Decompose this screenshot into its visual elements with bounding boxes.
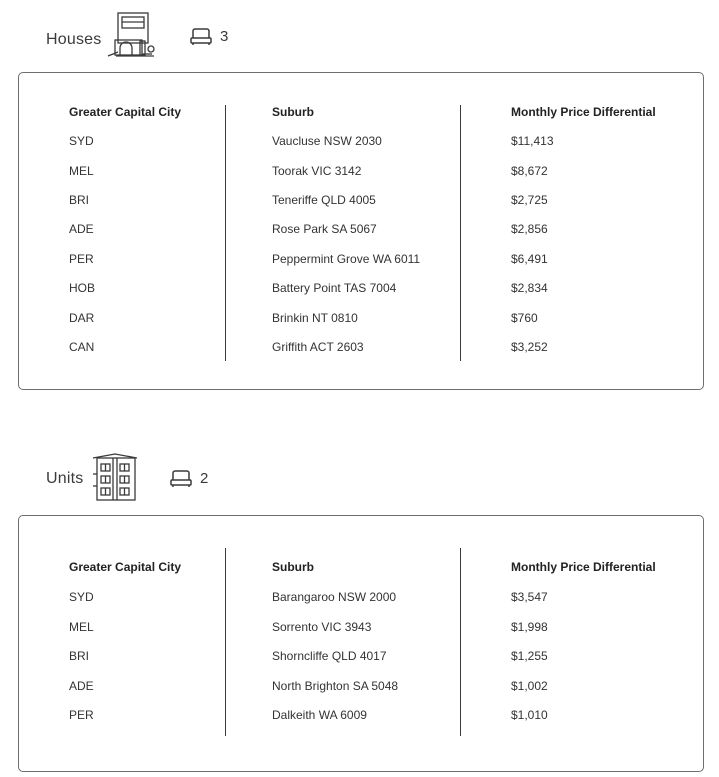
table-cell-price: $3,252 [511,340,548,354]
column-header-price: Monthly Price Differential [511,105,656,119]
table-cell-city: SYD [69,590,94,604]
table-cell-suburb: Teneriffe QLD 4005 [272,193,376,207]
bed-icon [189,27,213,47]
table-cell-price: $11,413 [511,134,554,148]
table-cell-suburb: Battery Point TAS 7004 [272,281,397,295]
table-cell-suburb: Shorncliffe QLD 4017 [272,649,387,663]
house-garage-icon [106,10,158,60]
table-cell-suburb: Rose Park SA 5067 [272,222,377,236]
table-cell-suburb: Vaucluse NSW 2030 [272,134,382,148]
table-cell-city: MEL [69,164,94,178]
table-cell-city: PER [69,252,94,266]
table-cell-price: $760 [511,311,538,325]
table-cell-price: $2,834 [511,281,548,295]
column-divider [225,548,226,736]
bed-icon [169,469,193,489]
table-cell-suburb: Brinkin NT 0810 [272,311,358,325]
column-divider [460,105,461,361]
table-cell-city: CAN [69,340,95,354]
column-divider [225,105,226,361]
column-divider [460,548,461,736]
table-cell-city: DAR [69,311,95,325]
table-cell-price: $6,491 [511,252,548,266]
table-cell-suburb: North Brighton SA 5048 [272,679,399,693]
table-cell-price: $2,725 [511,193,548,207]
table-cell-city: ADE [69,222,94,236]
units-bedroom-count: 2 [200,470,209,487]
units-table [18,515,704,772]
table-cell-suburb: Dalkeith WA 6009 [272,708,367,722]
houses-bedroom-count: 3 [220,28,229,45]
table-cell-city: BRI [69,649,90,663]
table-cell-suburb: Griffith ACT 2603 [272,340,364,354]
table-cell-city: SYD [69,134,94,148]
table-cell-suburb: Barangaroo NSW 2000 [272,590,397,604]
column-header-suburb: Suburb [272,105,314,119]
table-cell-price: $3,547 [511,590,548,604]
table-cell-city: MEL [69,620,94,634]
table-cell-suburb: Peppermint Grove WA 6011 [272,252,421,266]
apartment-building-icon [89,452,141,502]
table-cell-suburb: Sorrento VIC 3943 [272,620,372,634]
houses-header [0,0,719,60]
table-cell-price: $1,255 [511,649,548,663]
table-cell-price: $8,672 [511,164,548,178]
table-cell-city: BRI [69,193,90,207]
table-cell-price: $1,002 [511,679,548,693]
table-cell-price: $1,010 [511,708,548,722]
houses-title: Houses [46,31,102,48]
table-cell-suburb: Toorak VIC 3142 [272,164,362,178]
table-cell-city: HOB [69,281,96,295]
column-header-price: Monthly Price Differential [511,560,656,574]
column-header-city: Greater Capital City [69,105,182,119]
table-cell-city: PER [69,708,94,722]
units-header [0,445,719,505]
units-title: Units [46,470,84,487]
houses-table [18,72,704,390]
column-header-city: Greater Capital City [69,560,182,574]
table-cell-price: $2,856 [511,222,548,236]
column-header-suburb: Suburb [272,560,314,574]
table-cell-city: ADE [69,679,94,693]
table-cell-price: $1,998 [511,620,548,634]
